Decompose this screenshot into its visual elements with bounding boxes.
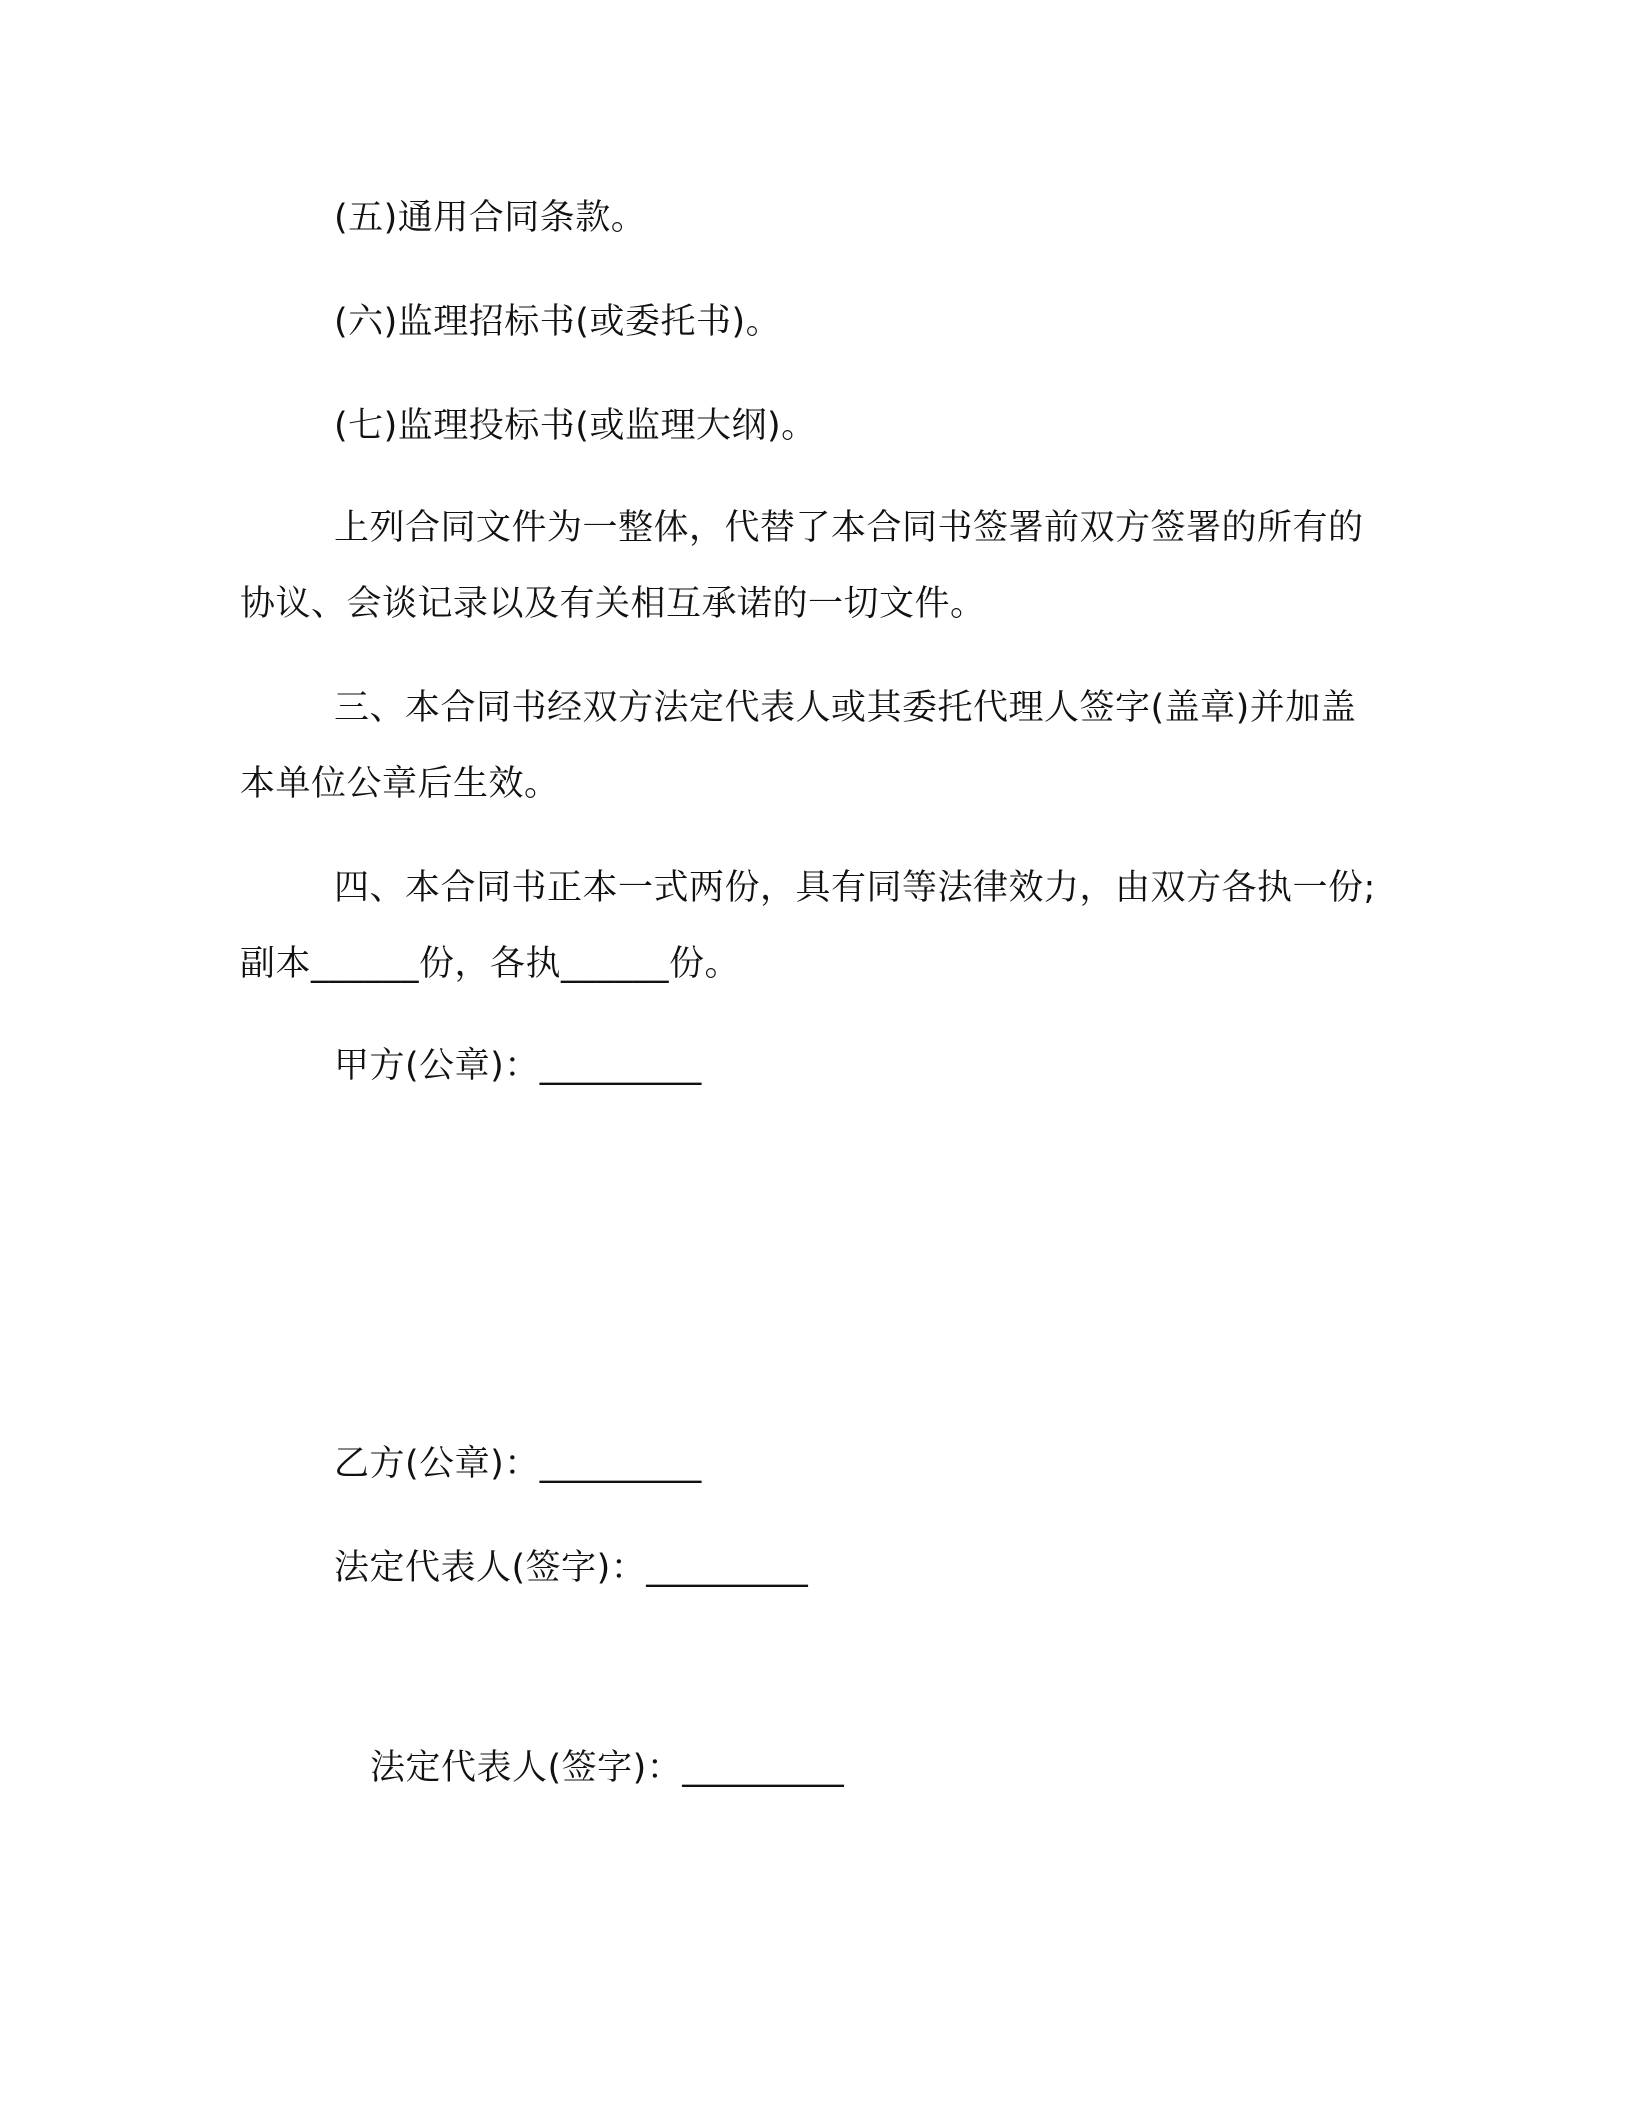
signature-party-b: 乙方(公章)：_________ [334, 1444, 702, 1484]
paragraph-clause-three: 三、本合同书经双方法定代表人或其委托代理人签字(盖章)并加盖本单位公章后生效。 [240, 688, 1357, 804]
list-item-tender-document: (六)监理招标书(或委托书)。 [334, 302, 782, 342]
paragraph-clause-four: 四、本合同书正本一式两份，具有同等法律效力，由双方各执一份;副本______份，各执______份。 [240, 868, 1376, 984]
signature-party-a: 甲方(公章)：_________ [334, 1046, 702, 1086]
list-item-bid-document: (七)监理投标书(或监理大纲)。 [334, 406, 817, 446]
paragraph-contract-entirety: 上列合同文件为一整体，代替了本合同书签署前双方签署的所有的协议、会谈记录以及有关相互承诺的一切文件。 [240, 508, 1364, 624]
signature-legal-representative-1: 法定代表人(签字)：_________ [334, 1548, 809, 1588]
signature-legal-representative-2: 法定代表人(签字)：_________ [370, 1748, 845, 1788]
list-item-general-terms: (五)通用合同条款。 [334, 198, 647, 238]
